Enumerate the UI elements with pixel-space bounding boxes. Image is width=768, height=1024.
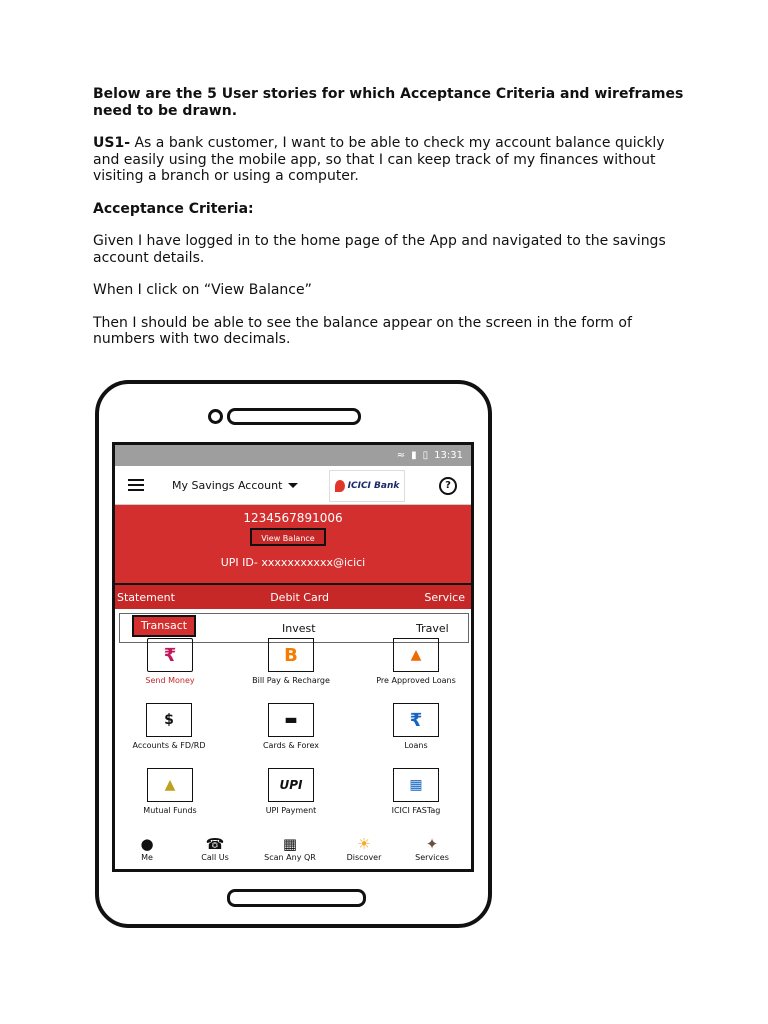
signal-icon: ▮ xyxy=(411,450,417,461)
tile-send-money[interactable] xyxy=(135,638,205,685)
tab-invest[interactable]: Invest xyxy=(282,621,316,635)
tile-cards-forex[interactable] xyxy=(251,703,331,750)
nav-label: Scan Any QR xyxy=(264,853,316,862)
doc-heading: Below are the 5 User stories for which Acceptance Criteria and wireframes need to be drawn. xyxy=(93,86,684,119)
bank-logo xyxy=(329,470,405,502)
help-icon[interactable]: ? xyxy=(439,477,457,495)
nav-services[interactable] xyxy=(407,835,457,862)
app-bar xyxy=(115,466,471,505)
bill-b-icon: B xyxy=(268,638,314,672)
nav-label: Discover xyxy=(346,853,382,862)
tile-label: UPI Payment xyxy=(265,806,317,815)
nav-label: Call Us xyxy=(201,853,229,862)
account-number: 1234567891006 xyxy=(243,511,343,525)
upi-icon: UPI xyxy=(268,768,314,802)
status-bar xyxy=(115,445,471,466)
qr-icon: ▦ xyxy=(282,835,298,853)
rupee-bag-icon: ₹ xyxy=(393,703,439,737)
tile-upi-payment[interactable] xyxy=(251,768,331,815)
tile-label: Accounts & FD/RD xyxy=(132,741,206,750)
ac-heading: Acceptance Criteria: xyxy=(93,200,254,217)
megaphone-icon: ▲ xyxy=(393,638,439,672)
tile-label: Mutual Funds xyxy=(143,806,197,815)
services-icon: ✦ xyxy=(425,835,439,853)
us1-paragraph xyxy=(93,135,693,185)
tile-label: Cards & Forex xyxy=(262,741,320,750)
account-selector-label: My Savings Account xyxy=(172,478,283,492)
account-selector[interactable] xyxy=(172,479,298,492)
phone-screen xyxy=(112,442,474,872)
us1-text: As a bank customer, I want to be able to check my account balance quickly and easily using the mobile app, so that I can keep track of my finances without visiting a branch or using a computer. xyxy=(93,135,665,184)
nav-scan-qr[interactable] xyxy=(255,835,325,862)
tile-label: ICICI FASTag xyxy=(391,806,441,815)
account-card xyxy=(115,505,471,585)
camera-icon xyxy=(208,409,223,424)
tile-label: Bill Pay & Recharge xyxy=(252,676,330,685)
quick-link-service[interactable]: Service xyxy=(424,590,465,604)
tile-label: Send Money xyxy=(145,676,195,685)
nav-call-us[interactable] xyxy=(193,835,237,862)
tile-loans[interactable] xyxy=(381,703,451,750)
lightbulb-icon: ☀ xyxy=(357,835,371,853)
phone-icon: ☎ xyxy=(205,835,225,853)
tab-travel[interactable]: Travel xyxy=(416,621,449,635)
nav-label: Me xyxy=(141,853,153,862)
tile-accounts-fd-rd[interactable] xyxy=(119,703,219,750)
tile-bill-pay[interactable] xyxy=(251,638,331,685)
nav-label: Services xyxy=(415,853,449,862)
given-text: Given I have logged in to the home page of the App and navigated to the savings account details. xyxy=(93,233,666,266)
nav-discover[interactable] xyxy=(339,835,389,862)
view-balance-button[interactable]: View Balance xyxy=(250,528,326,546)
chevron-down-icon xyxy=(288,483,298,488)
rupee-circle-icon: ₹ xyxy=(147,638,193,672)
upi-id: UPI ID- xxxxxxxxxxx@icici xyxy=(220,556,366,569)
quick-links xyxy=(115,585,471,609)
us1-label: US1- xyxy=(93,135,131,151)
icici-logo-icon xyxy=(335,480,345,492)
money-bag-icon: $ xyxy=(146,703,192,737)
when-text: When I click on “View Balance” xyxy=(93,282,312,298)
tile-pre-approved-loans[interactable] xyxy=(361,638,471,685)
chart-icon: ▲ xyxy=(147,768,193,802)
status-time: 13:31 xyxy=(434,450,463,461)
bottom-nav xyxy=(115,835,471,871)
tile-icici-fastag[interactable] xyxy=(371,768,461,815)
fastag-icon: ▦ xyxy=(393,768,439,802)
quick-link-statement[interactable]: Statement xyxy=(117,590,175,604)
tile-label: Loans xyxy=(404,741,428,750)
speaker-slot xyxy=(227,408,361,425)
then-text: Then I should be able to see the balance appear on the screen in the form of numbers with two decimals. xyxy=(93,314,632,347)
battery-icon: ▯ xyxy=(422,450,429,461)
quick-link-debit-card[interactable]: Debit Card xyxy=(270,590,330,604)
tab-transact[interactable]: Transact xyxy=(132,615,196,637)
document-body xyxy=(93,86,693,364)
tile-mutual-funds[interactable] xyxy=(132,768,208,815)
bank-logo-text: ICICI Bank xyxy=(347,481,400,491)
person-icon: ● xyxy=(140,835,154,853)
hamburger-menu-icon[interactable] xyxy=(128,476,144,494)
nav-me[interactable] xyxy=(137,835,157,862)
home-button[interactable] xyxy=(227,889,366,907)
card-icon: ▬ xyxy=(268,703,314,737)
tile-label: Pre Approved Loans xyxy=(376,676,456,685)
wifi-icon: ≈ xyxy=(396,450,406,461)
